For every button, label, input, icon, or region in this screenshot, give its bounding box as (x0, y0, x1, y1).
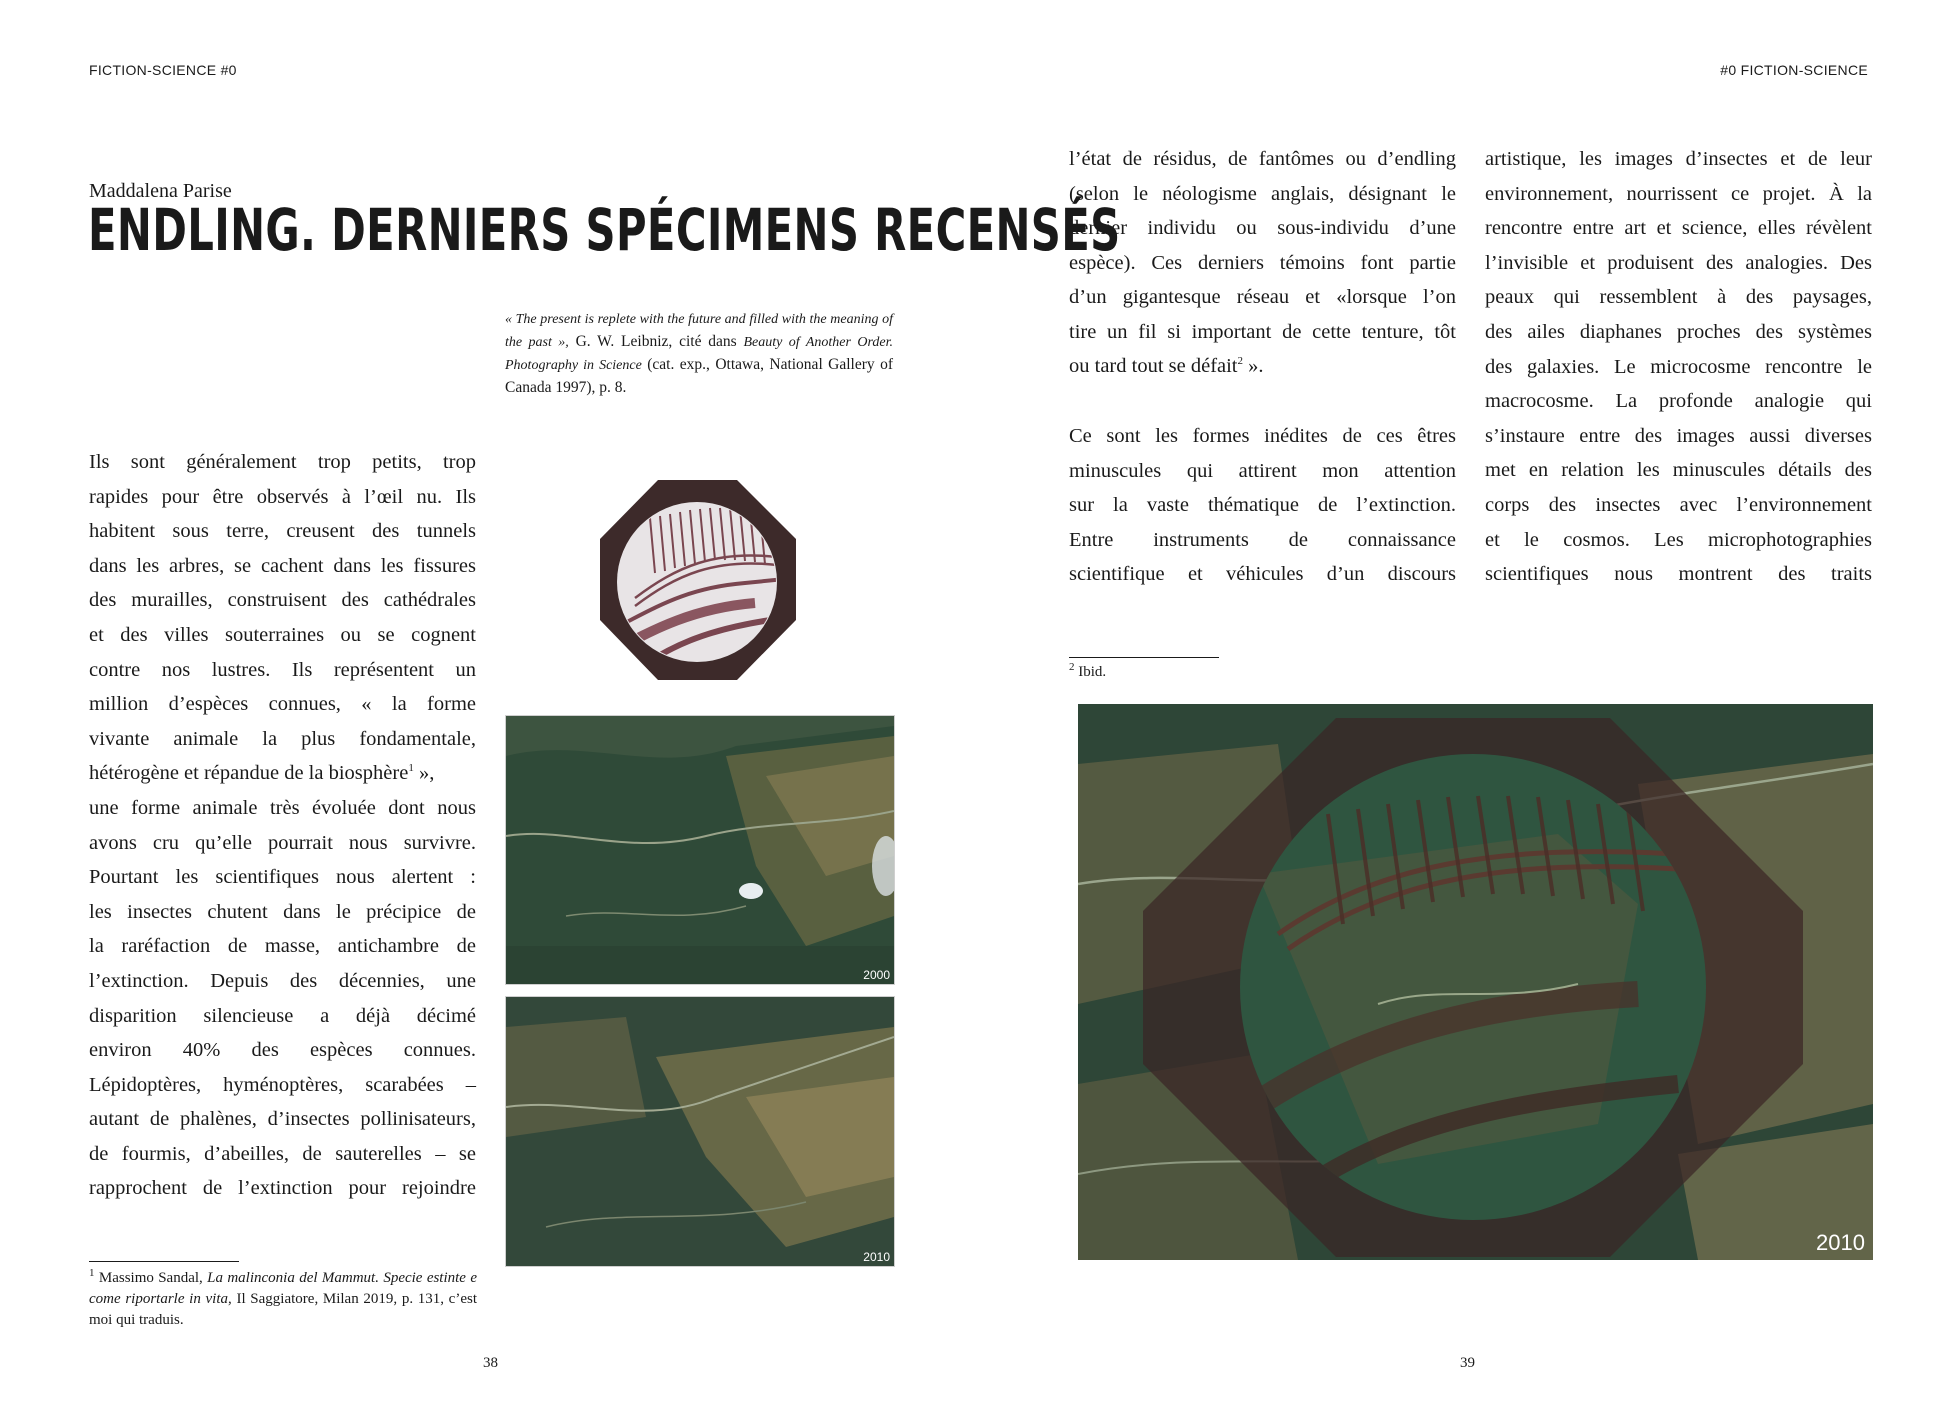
page-number-right: 39 (1460, 1355, 1475, 1371)
satellite-image-2010 (505, 996, 895, 1267)
text-line: artistique, les images d’insectes et de leur (1485, 148, 1872, 170)
running-head-right: #0 FICTION-SCIENCE (1720, 62, 1868, 78)
text-line: scientifique et véhicules d’un discours (1069, 563, 1456, 586)
left-body-column (89, 445, 476, 1206)
text-line: des murailles, construisent des cathédrales (89, 589, 476, 612)
text-line: disparition silencieuse a déjà décimé (89, 1004, 476, 1027)
footnote-1-number: 1 (89, 1267, 95, 1279)
text-line: Ce sont les formes inédites de ces êtres (1069, 425, 1456, 447)
text-line: autant de phalènes, d’insectes pollinisateurs, (89, 1108, 476, 1131)
footnote-2 (1069, 662, 1106, 683)
text-line: une forme animale très évoluée dont nous (89, 796, 476, 819)
footnote-2-number: 2 (1069, 661, 1075, 673)
article-title: ENDLING. DERNIERS SPÉCIMENS RECENSÉS (88, 196, 1121, 264)
middle-body-column-b (1069, 419, 1456, 592)
satellite-image-2000 (505, 715, 895, 985)
text-line: scientifiques nous montrent des traits (1485, 563, 1872, 586)
text-line-part: hétérogène et répandue de la biosphère (89, 762, 409, 785)
text-line: l’invisible et produisent des analogies. Des (1485, 251, 1872, 274)
text-line: habitent sous terre, creusent des tunnels (89, 520, 476, 543)
text-line: sur la vaste thématique de l’extinction. (1069, 494, 1456, 517)
footnote-1-work: La malinconia del Mammut. Specie estinte e come riportarle in vita (89, 1270, 477, 1307)
text-line: met en relation les minuscules détails des (1485, 459, 1872, 482)
text-line: espèce). Ces derniers témoins font partie (1069, 251, 1456, 274)
middle-last-line-end: ». (1243, 355, 1264, 377)
text-line: Ils sont généralement trop petits, trop (89, 451, 476, 473)
running-head-left: FICTION-SCIENCE #0 (89, 62, 237, 78)
text-line: peaux qui ressemblent à des paysages, (1485, 286, 1872, 309)
right-body-column (1485, 142, 1872, 592)
author-name: Maddalena Parise (89, 180, 232, 202)
satellite-year-label-2010: 2010 (863, 1250, 890, 1264)
text-line: environ 40% des espèces connues. (89, 1039, 476, 1062)
text-line: Lépidoptères, hyménoptères, scarabées – (89, 1073, 476, 1096)
text-line: rencontre entre art et science, elles révèlent (1485, 217, 1872, 240)
text-line: Entre instruments de connaissance (1069, 528, 1456, 551)
text-line (89, 756, 476, 791)
footnote-2-text: Ibid. (1074, 664, 1107, 680)
text-line: l’état de résidus, de fantômes ou d’endling (1069, 148, 1456, 170)
middle-last-line (1069, 349, 1456, 384)
footnote-rule-2 (1069, 657, 1219, 658)
text-line: rapides pour être observés à l’œil nu. Ils (89, 485, 476, 508)
middle-last-line-text: ou tard tout se défait (1069, 355, 1238, 377)
text-line: (selon le néologisme anglais, désignant le (1069, 182, 1456, 205)
text-line: corps des insectes avec l’environnement (1485, 493, 1872, 516)
text-line: vivante animale la plus fondamentale, (89, 727, 476, 750)
text-line-end: », (413, 762, 435, 785)
text-line: s’instaure entre des images aussi diverses (1485, 424, 1872, 447)
epigraph-book: Beauty of Another Order. Photography in Science (505, 335, 893, 373)
epigraph-attribution: G. W. Leibniz, cité dans (568, 333, 744, 350)
text-line: minuscules qui attirent mon attention (1069, 459, 1456, 482)
text-line: des ailes diaphanes proches des systèmes (1485, 320, 1872, 343)
text-line: et le cosmos. Les microphotographies (1485, 528, 1872, 551)
footnote-1-author: Massimo Sandal, (94, 1270, 208, 1286)
text-line: les insectes chutent dans le précipice de (89, 900, 476, 923)
text-line: contre nos lustres. Ils représentent un (89, 658, 476, 681)
text-line: de fourmis, d’abeilles, de sauterelles – se (89, 1142, 476, 1165)
page-number-left: 38 (483, 1355, 498, 1371)
text-line: avons cru qu’elle pourrait nous survivre. (89, 831, 476, 854)
satellite-year-label-2000: 2000 (863, 968, 890, 982)
text-line: et des villes souterraines ou se cognent (89, 623, 476, 646)
text-line: macrocosme. La profonde analogie qui (1485, 390, 1872, 413)
footnote-1 (89, 1268, 477, 1331)
text-line: million d’espèces connues, « la forme (89, 693, 476, 716)
text-line: des galaxies. Le microcosme rencontre le (1485, 355, 1872, 378)
text-line: d’un gigantesque réseau et «lorsque l’on (1069, 286, 1456, 309)
epigraph-reference: (cat. exp., Ottawa, National Gallery of Canada 1997), p. 8. (505, 356, 893, 396)
footnote-1-rest: , Il Saggiatore, Milan 2019, p. 131, c’est moi qui traduis. (89, 1291, 477, 1328)
text-line: tire un fil si important de cette tenture, tôt (1069, 320, 1456, 343)
epigraph (505, 308, 893, 399)
text-line: la raréfaction de masse, antichambre de (89, 935, 476, 958)
large-image-year-label: 2010 (1816, 1230, 1865, 1255)
text-line: rapprochent de l’extinction pour rejoindre (89, 1177, 476, 1200)
text-line: Pourtant les scientifiques nous alertent : (89, 866, 476, 889)
middle-body-column-a (1069, 142, 1456, 350)
text-line: l’extinction. Depuis des décennies, une (89, 969, 476, 992)
text-line: environnement, nourrissent ce projet. À la (1485, 182, 1872, 205)
footnote-2-marker: 2 (1237, 355, 1244, 368)
text-line: dernier individu ou sous-individu d’une (1069, 217, 1456, 240)
footnote-1-marker: 1 (408, 762, 414, 775)
epigraph-quote: « The present is replete with the future and filled with the meaning of the past », (505, 312, 893, 350)
text-line: dans les arbres, se cachent dans les fissures (89, 554, 476, 577)
footnote-rule-1 (89, 1261, 239, 1262)
large-composite-image (1078, 704, 1873, 1260)
octagon-insect-image (595, 478, 803, 684)
